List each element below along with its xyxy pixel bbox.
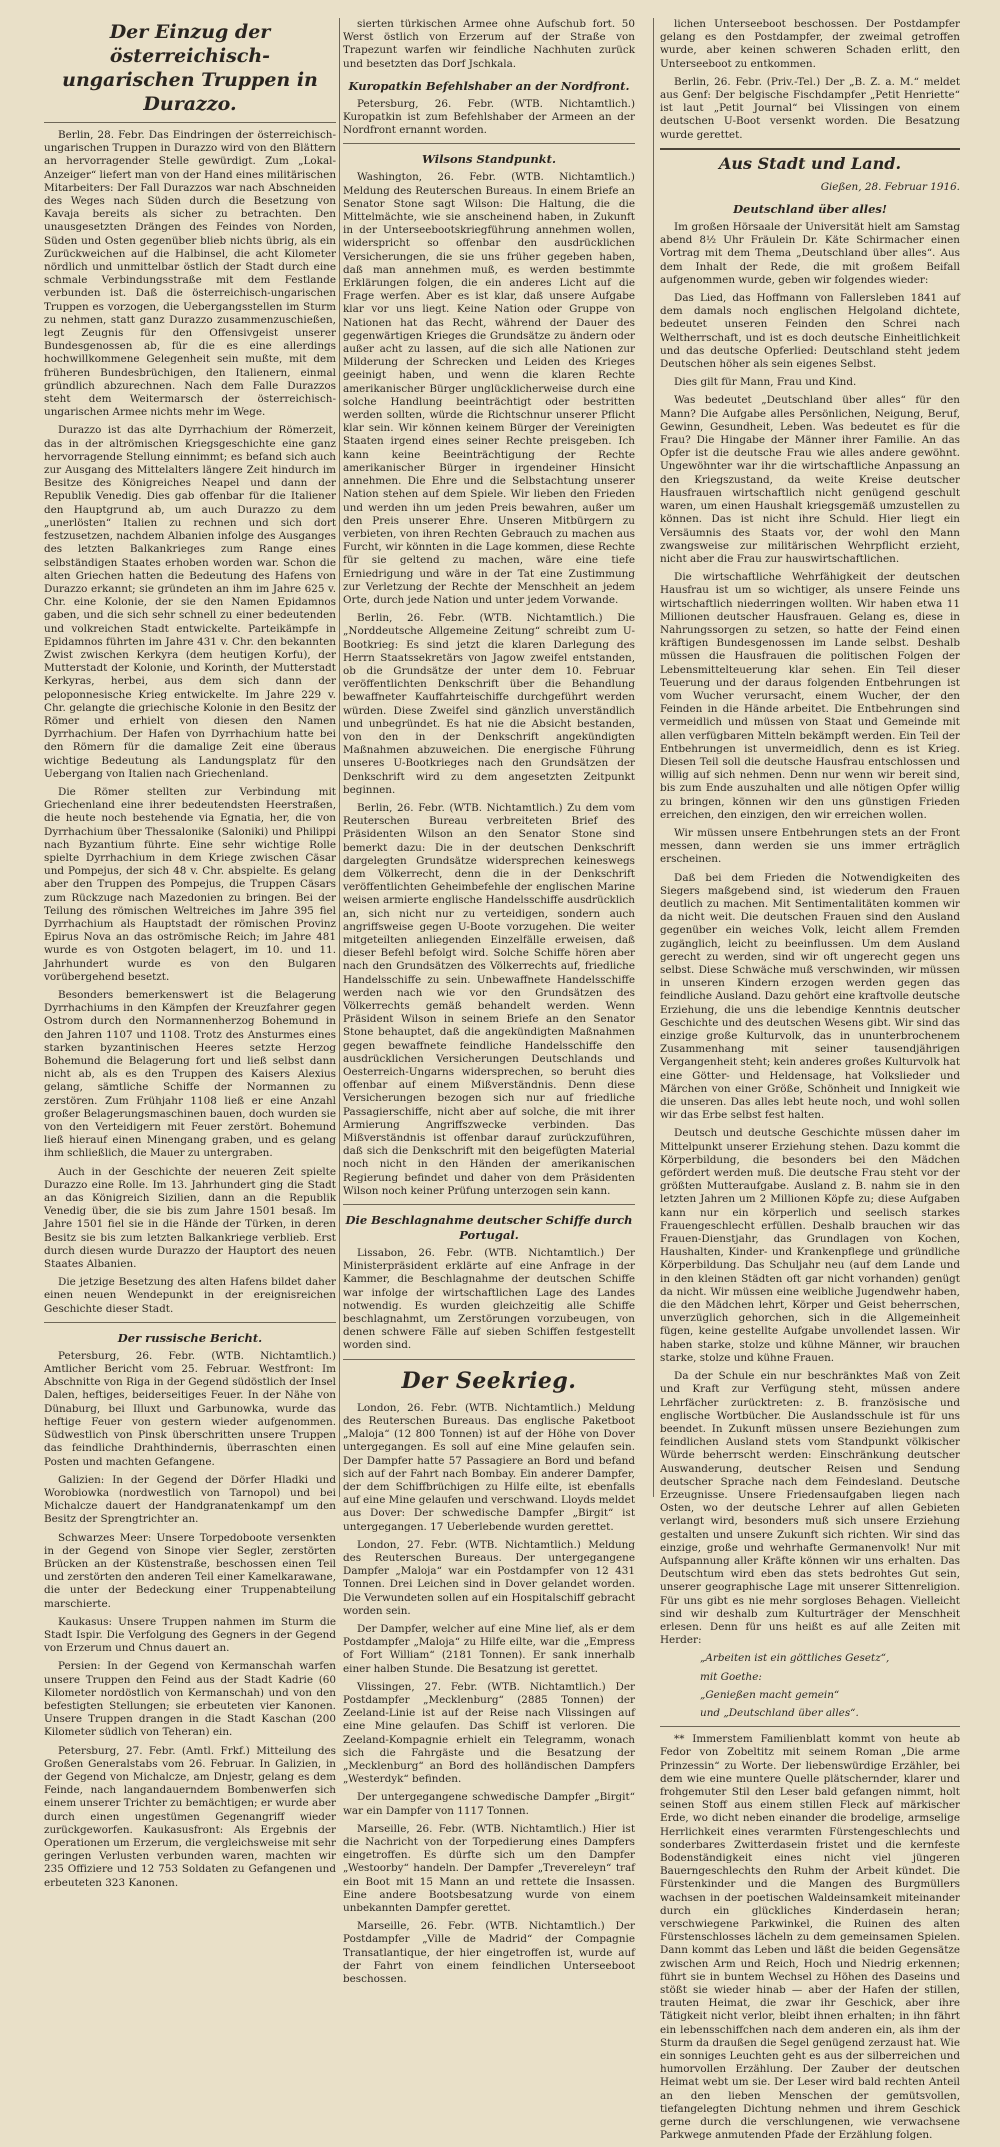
dateline: Gießen, 28. Februar 1916. [820,180,960,193]
article-paragraph: Das Lied, das Hoffmann von Fallersleben 1841 auf dem damals noch englischen Helgoland dichtete, bedeutet unseren Feinden den Schrei nach Weltherrschaft, und ist es doch deutsche Einheitlichkeit und das deutsche Opferlied: Deutschland steht jedem Deutschen höher als sein eigenes Selbst. [660,292,960,371]
article-paragraph: Da der Schule ein nur beschränktes Maß von Zeit und Kraft zur Verfügung steht, müssen andere Lehrfächer zurücktreten: z. B. französische und englische Wortbücher. Die Auslandsschule ist für uns beendet. In Zukunft müssen unsere Beziehungen zum feindlichen Ausland stets vom Standpunkt völkischer Würde beherrscht werden: Einschränkung deutscher Auswanderung, deutscher Reisen und Sendung deutscher Sprache nach dem Feindesland. Deutsche Erzeugnisse. Unsere Friedensaufgaben liegen nach Osten, wo der deutsche Lehrer auf allen Gebieten verlangt wird, besonders muß sich unsere Erziehung gestalten und unsere Zukunft sich richten. Wir sind das einzige, große und wehrhafte Germanenvolk! Nur mit Aufspannung aller Kräfte können wir uns erhalten. Das Deutschtum wird eben das stets bedrohtes Gut sein, unserer geographische Lage mit unserer Sittenreligion. Für uns gibt es nie mehr sorgloses Behagen. Vielleicht sind wir deshalb zum Kulturträger der Menschheit erlesen. Denn für uns heißt es auf alle Zeiten mit Herder: [660,1370,960,1647]
headline-durazzo: Der Einzug der österreichisch-ungarischen Truppen in Durazzo. [62,21,318,115]
article-paragraph: Die jetzige Besetzung des alten Hafens bildet daher einen neuen Wendepunkt in der ereignisreichen Geschichte dieser Stadt. [44,1276,336,1315]
article-paragraph: Schwarzes Meer: Unsere Torpedoboote versenkten in der Gegend von Sinope vier Segler, zerstörten Brücken an der Küstenstraße, beschossen einen Teil und zerstörten den anderen Teil einer Kamelkarawane, die unter der Bedeckung einer Truppenabteilung marschierte. [44,1531,336,1610]
article-paragraph: Daß bei dem Frieden die Notwendigkeiten des Siegers maßgebend sind, ist wiederum den Frauen deutlich zu machen. Mit Sentimentalitäten kommen wir da nicht weit. Die deutschen Frauen sind den Ausland gegenüber ein weiches Volk, leicht allem Fremden zugänglich, leicht zu beeinflussen. Um dem Ausland gerecht zu werden, sind wir oft ungerecht gegen uns selbst. Diese Schwäche muß verschwinden, wir müssen in unseren Kindern erzogen werden gegen das feindliche Ausland. Dazu gehört eine kraftvolle deutsche Erziehung, die uns die lebendige Kenntnis deutscher Geschichte und des deutschen Wesens gibt. Wir sind das einzige große Kulturvolk, das in ununterbrochenem Zusammenhang mit seiner tausendjährigen Vergangenheit steht; kein anderes großes Kulturvolk hat eine Götter- und Heldensage, hat Volkslieder und Märchen von einer Größe, Schönheit und Innigkeit wie die unseren. Das alles lebt heute noch, und wohl sollen wir das Erbe selbst fest halten. [660,871,960,1122]
divider [343,1204,635,1205]
column-rule [653,18,654,1497]
article-paragraph: Die Römer stellten zur Verbindung mit Griechenland eine ihrer bedeutendsten Heerstraßen, die heute noch bestehende via Egnatia, her, die von Dyrrhachium über Thessalonike (Saloniki) und Philippi nach Byzantium führte. Eine sehr wichtige Rolle spielte Dyrrhachium in dem Kriege zwischen Cäsar und Pompejus, der sich 48 v. Chr. abspielte. Es gelang aber den Truppen des Pompejus, die Truppen Cäsars zum Rückzuge nach Mazedonien zu bringen. Bei der Teilung des römischen Weltreiches im Jahre 395 fiel Dyrrhachium als Hauptstadt der römischen Provinz Epirus Nova an das oströmische Reich; im Jahre 481 wurde es von Ostgoten belagert, im 10. und 11. Jahrhundert wurde es von den Bulgaren vorübergehend besetzt. [44,785,336,983]
quote-line: „Arbeiten ist ein göttliches Gesetz“, [700,1652,890,1665]
subheading-kuropatkin: Kuropatkin Befehlshaber an der Nordfront. [348,78,630,93]
article-paragraph: Lissabon, 26. Febr. (WTB. Nichtamtlich.) Der Ministerpräsident erklärte auf eine Anfrage in der Kammer, die Beschlagnahme der deutschen Schiffe war infolge der wirtschaftlichen Lage des Landes notwendig. Es wurden gleichzeitig alle Schiffe beschlagnahmt, um Zerstörungen vorzubeugen, von denen schwere Fälle auf sieben Schiffen festgestellt worden sind. [343,1247,635,1352]
divider [44,122,336,123]
article-paragraph: Persien: In der Gegend von Kermanschah warfen unsere Truppen den Feind aus der Stadt Kadrie (60 Kilometer nordöstlich von Kermanschah) und von den befestigten Stellungen; sie erbeuteten vier Kanonen. Unsere Truppen drangen in die Stadt Kaschan (200 Kilometer südlich von Teheran) ein. [44,1660,336,1739]
article-paragraph: Berlin, 26. Febr. (WTB. Nichtamtlich.) Die „Norddeutsche Allgemeine Zeitung“ schreibt zum U-Bootkrieg: Es sind jetzt die klaren Darlegung des Herrn Staatssekretärs von Jagow zweifel entstanden, ob die Grundsätze der unter dem 10. Februar veröffentlichten Denkschrift über die Behandlung bewaffneter Kauffahrteischiffe durchgeführt werden würden. Diese Zweifel sind gänzlich unverständlich und unbegründet. Es hat nie die Absicht bestanden, von den in der Denkschrift angekündigten Maßnahmen abzuweichen. Die energische Führung unseres U-Bootkrieges nach den Grundsätzen der Denkschrift wird zu dem angesetzten Zeitpunkt beginnen. [343,612,635,796]
article-paragraph: Berlin, 26. Febr. (Priv.-Tel.) Der „B. Z. a. M.“ meldet aus Genf: Der belgische Fischdampfer „Petit Henriette“ ist laut „Petit Journal“ bei Vlissingen von einem deutschen U-Boot versenkt worden. Die Besatzung wurde gerettet. [660,75,960,141]
subheading-russian-report: Der russische Bericht. [117,1330,263,1345]
article-paragraph: London, 27. Febr. (WTB. Nichtamtlich.) Meldung des Reuterschen Bureaus. Der untergegangene Dampfer „Maloja“ war ein Postdampfer von 12 431 Tonnen. Drei Leichen sind in Dover gelandet worden. Die Verwundeten sollen auf ein Hospitalschiff gebracht worden sein. [343,1538,635,1617]
article-paragraph: Petersburg, 26. Febr. (WTB. Nichtamtlich.) Amtlicher Bericht vom 25. Februar. Westfront: Im Abschnitte von Riga in der Gegend südöstlich der Insel Dalen, heftiges, beiderseitiges Feuer. In der Nähe von Dünaburg, bei Illuxt und Garbunowka, wurde das heftige Feuer von gestern wieder aufgenommen. Südwestlich von Pinsk überschritten unsere Truppen das feindliche Drahthindernis, überraschten einen Posten und machten Gefangene. [44,1349,336,1468]
quote-line: „Genießen macht gemein“ [700,1688,840,1701]
article-paragraph: sierten türkischen Armee ohne Aufschub fort. 50 Werst östlich von Erzerum auf der Straße von Trapezunt warfen wir feindliche Nachhuten zurück und besetzten das Dorf Jschkala. [343,18,635,70]
divider [343,1359,635,1360]
article-paragraph: Petersburg, 27. Febr. (Amtl. Frkf.) Mitteilung des Großen Generalstabs vom 26. Februar. In Galizien, in der Gegend von Michalcze, am Dnjestr, gelang es dem Feinde, nach langandauerndem Bombenwerfen sich einem unserer Trichter zu bemächtigen; er wurde aber durch einen ungestümen Gegenangriff wieder zurückgeworfen. Kaukasusfront: Als Ergebnis der Operationen um Erzerum, die vergleichsweise mit sehr geringen Verlusten verbunden waren, machten wir 235 Offiziere und 12 753 Soldaten zu Gefangenen und erbeuteten 323 Kanonen. [44,1744,336,1889]
article-paragraph: Besonders bemerkenswert ist die Belagerung Dyrrhachiums in den Kämpfen der Kreuzfahrer gegen Ostrom durch den Normannenherzog Bohemund in den Jahren 1107 und 1108. Trotz des Ansturmes eines starken byzantinischen Heeres setzte Herzog Bohemund die Belagerung fort und ließ selbst dann nicht ab, als es den Truppen des Kaisers Alexius gelang, sämtliche Schiffe der Normannen zu zerstören. Zum Frühjahr 1108 ließ er eine Anzahl großer Belagerungsmaschinen bauen, doch wurden sie von den Verteidigern mit Feuer zerstört. Bohemund ließ hierauf einen Minengang graben, und es gelang ihm schließlich, die Mauer zu untergraben. [44,989,336,1160]
article-paragraph: ** Immerstem Familienblatt kommt von heute ab Fedor von Zobeltitz mit seinem Roman „Die arme Prinzessin“ zu Worte. Der liebenswürdige Erzähler, bei dem wie eine muntere Quelle plätschernder, klarer und frohgemuter Stil den Leser bald gefangen nimmt, holt seinen Stoff aus einem stillen Fleck auf märkischer Erde, wo dicht neben einander die brodelige, armselige Herrlichkeit eines verarmten Fürstengeschlechts und sonderbares Zwitterdasein fristet und die kernfeste Bodenständigkeit eines nicht viel jüngeren Bauerngeschlechts den Ruhm der Arbeit kündet. Die Fürstenkinder und die Mangen des Burgmüllers wachsen in der poetischen Waldeinsamkeit miteinander durch ein glückliches Kinderdasein heran; verschwiegene Parkwinkel, die Ruinen des alten Fürstenschlosses lächeln zu dem gemeinsamen Spielen. Dann kommt das Leben und läßt die beiden Gegensätze zwischen Arm und Reich, Hoch und Niedrig erkennen; führt sie in buntem Wechsel zu Höhen des Daseins und stößt sie wieder hinab — aber der Hafen der stillen, trauten Heimat, die zwar ihr Geschick, aber ihre Tätigkeit nicht verlor, bleibt ihnen erhalten; in ihn fährt ein lebensschiffchen nach dem anderen ein, als ihm der Sturm da draußen die Segel genügend zerzaust hat. Wie ein sonniges Leuchten geht es aus der silberreichen und humorvollen Erzählung. Der Zauber der deutschen Heimat webt um sie. Der Leser wird bald rechten Anteil an den lieben Menschen der gemütsvollen, tiefangelegten Dichtung nehmen und ihrem Geschick gerne durch die verschlungenen, wie verwachsene Parkwege anmutenden Pfade der Erzählung folgen. [660,1733,960,2142]
article-paragraph: Galizien: In der Gegend der Dörfer Hladki und Worobiowka (nordwestlich von Tarnopol) und bei Michalcze dauert der Handgranatenkampf um den Besitz der Sprengtrichter an. [44,1473,336,1526]
article-paragraph: Dies gilt für Mann, Frau und Kind. [674,376,857,389]
subheading-deutschland: Deutschland über alles! [733,202,887,217]
column-1 [44,18,336,1895]
subheading-wilson: Wilsons Standpunkt. [422,152,556,167]
divider [660,1726,960,1727]
quote-line: mit Goethe: [700,1670,762,1683]
article-paragraph: Im großen Hörsaale der Universität hielt am Samstag abend 8½ Uhr Fräulein Dr. Käte Schirmacher einen Vortrag mit dem Thema „Deutschland über alles“. Aus dem Inhalt der Rede, die mit großem Beifall aufgenommen wurde, geben wir folgendes wieder: [660,221,960,286]
article-paragraph: Vlissingen, 27. Febr. (WTB. Nichtamtlich.) Der Postdampfer „Mecklenburg“ (2885 Tonnen) der Zeeland-Linie ist auf der Reise nach Vlissingen auf eine Mine gelaufen. Das Schiff ist verloren. Die Zeeland-Kompagnie erhielt ein Telegramm, wonach sich die Fahrgäste und die Besatzung der „Mecklenburg“ an Bord des holländischen Dampfers „Westerdyk“ befinden. [343,1680,635,1786]
headline-stadt-und-land: Aus Stadt und Land. [718,153,902,173]
article-paragraph: Marseille, 26. Febr. (WTB. Nichtamtlich.) Hier ist die Nachricht von der Torpedierung eines Dampfers eingetroffen. Es dürfte sich um den Dampfer „Westoorby“ handeln. Der Dampfer „Trevereleyn“ traf ein Boot mit 15 Mann an und rettete die Insassen. Eine andere Bootsbesatzung wurde von einem unbekannten Dampfer gerettet. [343,1822,635,1914]
article-paragraph: Berlin, 28. Febr. Das Eindringen der österreichisch-ungarischen Truppen in Durazzo wird von den Blättern an hervorragender Stelle gewürdigt. Zum „Lokal-Anzeiger“ liefert man von der Hand eines militärischen Mitarbeiters: Der Fall Durazzos war nach Abschneiden des Weges nach Süden durch die Besetzung von Kavaja bereits als sicher zu betrachten. Den unausgesetzten Drängen des Feindes von Norden, Süden und Osten gegenüber blieb nichts übrig, als ein Zurückweichen auf die Halbinsel, die acht Kilometer nördlich und unmittelbar östlich der Stadt durch eine schmale Verbindungsstraße mit dem Festlande verbunden ist. Daß die österreichisch-ungarischen Truppen es vorzogen, die Uebergangsstellen im Sturm zu nehmen, statt ganz Durazzo zusammenzuschießen, legt Zeugnis für den Offensivgeist unserer Bundesgenossen ab, für die es eine allerdings hochwillkommene Gelegenheit sein mußte, mit dem früheren Bundesbrüchigen, den Italienern, einmal gründlich abzurechnen. Nach dem Falle Durazzos steht dem Weitermarsch der österreichisch-ungarischen Armee nichts mehr im Wege. [44,129,337,419]
column-rule [339,18,340,1497]
section-divider [660,148,960,150]
article-paragraph: Petersburg, 26. Febr. (WTB. Nichtamtlich.) Kuropatkin ist zum Befehlshaber der Armeen an der Nordfront ernannt worden. [343,97,635,137]
article-paragraph: lichen Unterseeboot beschossen. Der Postdampfer gelang es den Postdampfer, der zweimal getroffen wurde, aber keinen schweren Schaden erlitt, den Unterseeboot zu entkommen. [660,18,960,70]
article-paragraph: Was bedeutet „Deutschland über alles“ für den Mann? Die Aufgabe alles Persönlichen, Neigung, Beruf, Gewinn, Gesundheit, Leben. Was bedeutet es für die Frau? Die Hingabe der Männer ihrer Familie. An das Opfer ist die deutsche Frau wie alles andere gewöhnt. Ungewöhnter war ihr die wirtschaftliche Anpassung an den Kriegszustand, da weite Kreise deutscher Hausfrauen wirtschaftlich nicht genügend geschult waren, um einen Haushalt kriegsgemäß umzustellen zu können. Das ist nicht ihre Schuld. Hier liegt ein Versäumnis des Staats vor, der wohl den Mann zwangsweise zur militärischen Wehrpflicht erzieht, nicht aber die Frau zur hauswirtschaftlichen. [660,394,960,565]
divider [44,1322,336,1323]
article-paragraph: Wir müssen unsere Entbehrungen stets an der Front messen, dann werden sie uns immer erträglich erscheinen. [660,826,960,866]
article-paragraph: Berlin, 26. Febr. (WTB. Nichtamtlich.) Zu dem vom Reuterschen Bureau verbreiteten Brief des Präsidenten Wilson an den Senator Stone sind bemerkt dazu: Die in der deutschen Denkschrift dargelegten Grundsätze widersprechen keineswegs dem Völkerrecht, denn die in der Denkschrift veröffentlichten Geheimbefehle der englischen Marine weisen armierte englische Handelsschiffe ausdrücklich an, sich nicht nur zu verteidigen, sondern auch angriffsweise gegen U-Boote vorzugehen. Die weiter mitgeteilten anliegenden Einzelfälle erweisen, daß dieser Befehl befolgt wird. Solche Schiffe hören aber nach den Grundsätzen des Völkerrechts auf, friedliche Handelsschiffe zu sein. Unbewaffnete Handelsschiffe werden nach wie vor den Grundsätzen des Völkerrechts gemäß behandelt werden. Wenn Präsident Wilson in seinem Briefe an den Senator Stone behauptet, daß die angekündigten Maßnahmen gegen bewaffnete feindliche Handelsschiffe den ausdrücklichen Versicherungen Deutschlands und Oesterreich-Ungarns widersprechen, so beruht dies offenbar auf einem Mißverständnis. Denn diese Versicherungen bezogen sich nur auf friedliche Passagierschiffe, nicht aber auf solche, die mit ihrer Armierung Angriffszwecke verbinden. Das Mißverständnis ist offenbar darauf zurückzuführen, daß sich die Denkschrift mit den beigefügten Material noch nicht in den Händen der amerikanischen Regierung befindet und daher von dem Präsidenten Wilson noch keiner Prüfung unterzogen sein kann. [343,801,635,1197]
column-3 [660,18,960,2147]
column-2 [343,18,635,1991]
quote-line: und „Deutschland über alles“. [700,1706,859,1719]
subheading-portugal: Die Beschlagnahme deutscher Schiffe durch Portugal. [345,1213,633,1243]
article-paragraph: London, 26. Febr. (WTB. Nichtamtlich.) Meldung des Reuterschen Bureaus. Das englische Paketboot „Maloja“ (12 800 Tonnen) ist auf der Höhe von Dover untergegangen. Es soll auf eine Mine gelaufen sein. Der Dampfer hatte 57 Passagiere an Bord und befand sich auf der Fahrt nach Bombay. Ein anderer Dampfer, der dem Schiffbrüchigen zu Hilfe eilte, ist ebenfalls auf eine Mine gelaufen und verschwand. Lloyds meldet aus Dover: Der schwedische Dampfer „Birgit“ ist untergegangen. 17 Ueberlebende wurden gerettet. [343,1401,635,1533]
article-paragraph: Der untergegangene schwedische Dampfer „Birgit“ war ein Dampfer von 1117 Tonnen. [343,1791,635,1817]
article-paragraph: Marseille, 26. Febr. (WTB. Nichtamtlich.) Der Postdampfer „Ville de Madrid“ der Compagnie Transatlantique, der hier eingetroffen ist, wurde auf der Fahrt von einem feindlichen Unterseeboot beschossen. [343,1920,635,1986]
article-paragraph: Kaukasus: Unsere Truppen nahmen im Sturm die Stadt Ispir. Die Verfolgung des Gegners in der Gegend von Erzerum und Chnus dauert an. [44,1615,336,1655]
divider [343,143,635,144]
article-paragraph: Washington, 26. Febr. (WTB. Nichtamtlich.) Meldung des Reuterschen Bureaus. In einem Briefe an Senator Stone sagt Wilson: Die Haltung, die die Mittelmächte, wie sie anscheinend haben, in Zukunft in der Unterseebootskriegführung annehmen wollen, widerspricht so offenbar den ausdrücklichen Versicherungen, die sie uns früher gegeben haben, daß man annehmen muß, es werden bestimmte Erklärungen folgen, die ein anderes Licht auf die Frage werfen. Aber es ist klar, daß unsere Aufgabe klar vor uns liegt. Keine Nation oder Gruppe von Nationen hat das Recht, während der Dauer des gegenwärtigen Krieges die Grundsätze zu ändern oder außer acht zu lassen, auf die sich alle Nationen zur Milderung der Schrecken und Leiden des Krieges geeinigt haben, und wenn die klaren Rechte amerikanischer Bürger unglücklicherweise durch eine solche Handlung beeinträchtigt oder bestritten werden sollten, würde die Richtschnur unserer Pflicht klar sein. Wir können keinem Bürger der Vereinigten Staaten irgend eines seiner Rechte preisgeben. Ich kann keine Beeinträchtigung der Rechte amerikanischer Bürger in irgendeiner Hinsicht annehmen. Die Ehre und die Selbstachtung unserer Nation stehen auf dem Spiele. Wir lieben den Frieden und werden ihn um jeden Preis bewahren, außer um den Preis unserer Ehre. Unseren Mitbürgern zu verbieten, von ihren Rechten Gebrauch zu machen aus Furcht, wir könnten in die Lage kommen, diese Rechte für sie geltend zu machen, wäre eine tiefe Erniedrigung und wäre in der Tat eine Zustimmung zur Verletzung der Rechte der Menschheit an jedem Orte, durch jede Nation und unter jedem Vorwande. [343,171,635,606]
article-paragraph: Die wirtschaftliche Wehrfähigkeit der deutschen Hausfrau ist um so wichtiger, als unsere Feinde uns wirtschaftlich niederringen wollten. Wir haben etwa 11 Millionen deutscher Hausfrauen. Gelang es, diese in Nahrungssorgen zu setzen, so hatte der Feind einen kräftigen Bundesgenossen im Lande selbst. Deshalb müssen die Hausfrauen die politischen Folgen der Lebensmittelteuerung klar sehen. Ein Teil dieser Teuerung und der daraus folgenden Entbehrungen ist vom Wucher verursacht, einem Wucher, der den Feinden in die Hände arbeitet. Die Entbehrungen sind vermeidlich und müssen von Staat und Gemeinde mit allen verfügbaren Mitteln bekämpft werden. Ein Teil der Entbehrungen ist unvermeidlich, denn es ist Krieg. Diesen Teil soll die deutsche Hausfrau entschlossen und willig auf sich nehmen. Denn nur wenn wir bereit sind, bis zum Ende auszuhalten und alle nötigen Opfer willig zu bringen, können wir den uns günstigen Frieden erreichen, den einzigen, den wir erreichen wollen. [660,571,960,821]
headline-seekrieg: Der Seekrieg. [401,1367,577,1394]
article-paragraph: Durazzo ist das alte Dyrrhachium der Römerzeit, das in der altrömischen Kriegsgeschichte eine ganz hervorragende Stellung einnimmt; es befand sich auch zur Ausgang des Mittelalters längere Zeit hindurch im Besitze des Königreiches Neapel und dann der Republik Venedig. Dies gab offenbar für die Italiener den Hauptgrund ab, um auch Durazzo zu dem „unerlösten“ Italien zu rechnen und sich dort festzusetzen, nachdem Albanien infolge des Ausganges des letzten Balkankrieges zum Range eines selbständigen Staates erhoben worden war. Schon die alten Griechen hatten die Bedeutung des Hafens von Durazzo erkannt; sie gründeten an ihm im Jahre 625 v. Chr. eine Kolonie, der sie den Namen Epidamnos gaben, und die sich sehr schnell zu einer bedeutenden und volkreichen Stadt entwickelte. Parteikämpfe in Epidamnos führten im Jahre 431 v. Chr. den bekannten Zwist zwischen Kerkyra (dem heutigen Korfu), der Mutterstadt der Kolonie, und Korinth, der Mutterstadt Kerkyras, herbei, aus dem sich dann der peloponnesische Krieg entwickelte. Im Jahre 229 v. Chr. gelangte die griechische Kolonie in den Besitz der Römer und erhielt von diesen den Namen Dyrrhachium. Der Hafen von Dyrrhachium hatte bei den Römern für die damalige Zeit eine überaus wichtige Bedeutung als Landungsplatz für den Uebergang von Italien nach Griechenland. [44,424,336,780]
article-paragraph: Auch in der Geschichte der neueren Zeit spielte Durazzo eine Rolle. Im 13. Jahrhundert ging die Stadt an das Königreich Sizilien, dann an die Republik Venedig über, die sie bis zum Jahre 1501 besaß. Im Jahre 1501 fiel sie in die Hände der Türken, in deren Besitz sie bis zum letzten Balkankriege verblieb. Erst durch diesen wurde Durazzo der Hauptort des neuen Staates Albanien. [44,1165,336,1271]
article-paragraph: Der Dampfer, welcher auf eine Mine lief, als er dem Postdampfer „Maloja“ zu Hilfe eilte, war die „Empress of Fort William“ (2181 Tonnen). Er sank innerhalb einer halben Stunde. Die Besatzung ist gerettet. [343,1622,635,1675]
article-paragraph: Deutsch und deutsche Geschichte müssen daher im Mittelpunkt unserer Erziehung stehen. Dazu kommt die Körperbildung, die besonders bei den Mädchen gefördert werden muß. Die deutsche Frau steht vor der größten Mutteraufgabe. Ausland z. B. nahm sie in den letzten Jahren um 2 Millionen Köpfe zu; diese Aufgaben kann nur ein körperlich und seelisch starkes Frauengeschlecht erfüllen. Deshalb brauchen wir das Frauen-Dienstjahr, das Grundlagen von Kochen, Haushalten, Kinder- und Krankenpflege und gründliche Körperbildung. Das Schuljahr neu (auf dem Lande und in den kleinen Städten oft gar nicht vorhanden) genügt da nicht. Wir müssen eine weibliche Jugendwehr haben, die den Mädchen lehrt, Körper und Geist beherrschen, unverzüglich gehorchen, sich in die Allgemeinheit fügen, keine gestellte Aufgabe unvollendet lassen. Wir haben starke, stolze und kühne Männer, wir brauchen starke, stolze und kühne Frauen. [660,1127,960,1364]
